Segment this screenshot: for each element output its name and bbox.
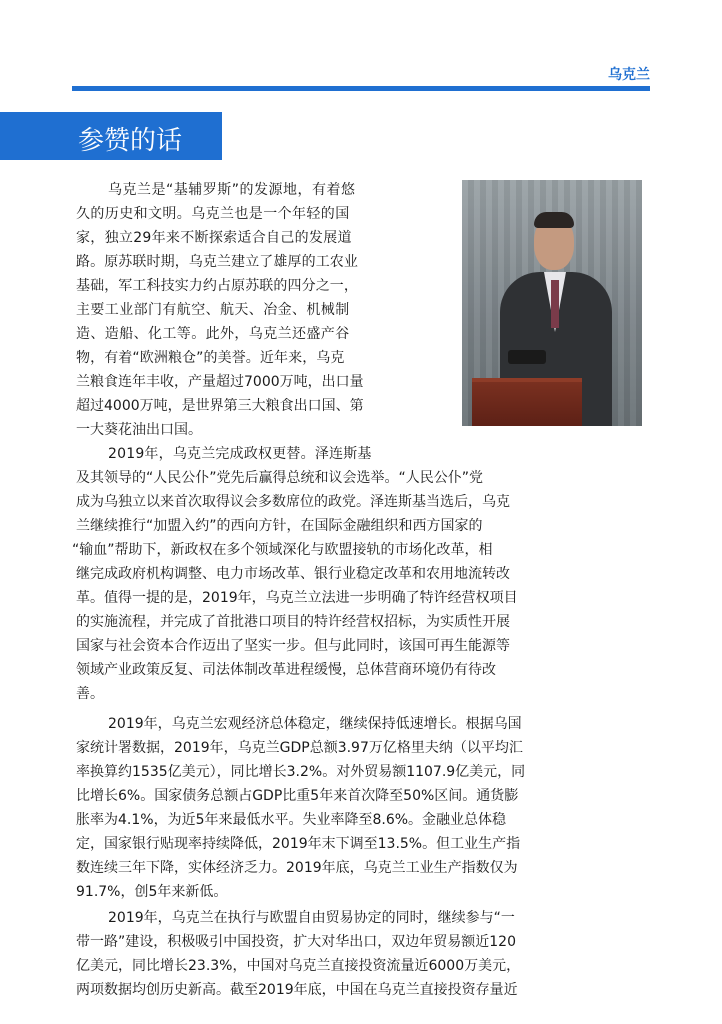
text-line: 善。 bbox=[76, 686, 104, 702]
text-line: 路。原苏联时期，乌克兰建立了雄厚的工农业 bbox=[76, 254, 358, 270]
text-line: 成为乌独立以来首次取得议会多数席位的政党。泽连斯基当选后，乌克 bbox=[76, 494, 510, 510]
text-line: 定，国家银行贴现率持续降低，2019年末下调至13.5%。但工业生产指 bbox=[76, 836, 521, 852]
text-line: 数连续三年下降，实体经济乏力。2019年底，乌克兰工业生产指数仅为 bbox=[76, 860, 518, 876]
text-line: 主要工业部门有航空、航天、冶金、机械制 bbox=[76, 302, 350, 318]
text-line: 久的历史和文明。乌克兰也是一个年轻的国 bbox=[76, 206, 350, 222]
text-line: 率换算约1535亿美元），同比增长3.2%。对外贸易额1107.9亿美元，同 bbox=[76, 764, 526, 780]
text-line: 家，独立29年来不断探索适合自己的发展道 bbox=[76, 230, 352, 246]
text-line: 胀率为4.1%，为近5年来最低水平。失业率降至8.6%。金融业总体稳 bbox=[76, 812, 507, 828]
text-line: 领域产业政策反复、司法体制改革进程缓慢，总体营商环境仍有待改 bbox=[76, 662, 496, 678]
text-line: 比增长6%。国家债务总额占GDP比重5年来首次降至50%区间。通货膨 bbox=[76, 788, 519, 804]
text-line: 及其领导的“人民公仆”党先后赢得总统和议会选举。“人民公仆”党 bbox=[76, 470, 484, 486]
text-line: 的实施流程，并完成了首批港口项目的特许经营权招标，为实质性开展 bbox=[76, 614, 510, 630]
counsellor-photo bbox=[462, 180, 642, 426]
text-line: 国家与社会资本合作迈出了坚实一步。但与此同时，该国可再生能源等 bbox=[76, 638, 510, 654]
text-line: “输血”帮助下，新政权在多个领域深化与欧盟接轨的市场化改革，相 bbox=[72, 542, 493, 558]
text-line: 带一路”建设，积极吸引中国投资，扩大对华出口，双边年贸易额近120 bbox=[76, 934, 516, 950]
header-rule bbox=[72, 86, 650, 91]
text-line: 2019年，乌克兰宏观经济总体稳定，继续保持低速增长。根据乌国 bbox=[108, 716, 522, 732]
text-line: 继完成政府机构调整、电力市场改革、银行业稳定改革和农用地流转改 bbox=[76, 566, 510, 582]
section-title: 参赞的话 bbox=[78, 126, 183, 156]
text-line: 兰粮食连年丰收，产量超过7000万吨，出口量 bbox=[76, 374, 364, 390]
text-line: 革。值得一提的是，2019年，乌克兰立法进一步明确了特许经营权项目 bbox=[76, 590, 518, 606]
text-line: 乌克兰是“基辅罗斯”的发源地，有着悠 bbox=[108, 182, 356, 198]
text-line: 两项数据均创历史新高。截至2019年底，中国在乌克兰直接投资存量近 bbox=[76, 982, 518, 998]
text-line: 超过4000万吨，是世界第三大粮食出口国、第 bbox=[76, 398, 364, 414]
text-line: 兰继续推行“加盟入约”的西向方针，在国际金融组织和西方国家的 bbox=[76, 518, 483, 534]
text-line: 基础，军工科技实力约占原苏联的四分之一， bbox=[76, 278, 358, 294]
text-line: 家统计署数据，2019年，乌克兰GDP总额3.97万亿格里夫纳（以平均汇 bbox=[76, 740, 523, 756]
header-country: 乌克兰 bbox=[608, 67, 650, 83]
text-line: 物，有着“欧洲粮仓”的美誉。近年来，乌克 bbox=[76, 350, 345, 366]
text-line: 91.7%，创5年来新低。 bbox=[76, 884, 228, 900]
text-line: 2019年，乌克兰完成政权更替。泽连斯基 bbox=[108, 446, 372, 462]
text-line: 2019年，乌克兰在执行与欧盟自由贸易协定的同时，继续参与“一 bbox=[108, 910, 515, 926]
text-line: 亿美元，同比增长23.3%，中国对乌克兰直接投资流量近6000万美元， bbox=[76, 958, 521, 974]
text-line: 造、造船、化工等。此外，乌克兰还盛产谷 bbox=[76, 326, 350, 342]
text-line: 一大葵花油出口国。 bbox=[76, 422, 202, 438]
